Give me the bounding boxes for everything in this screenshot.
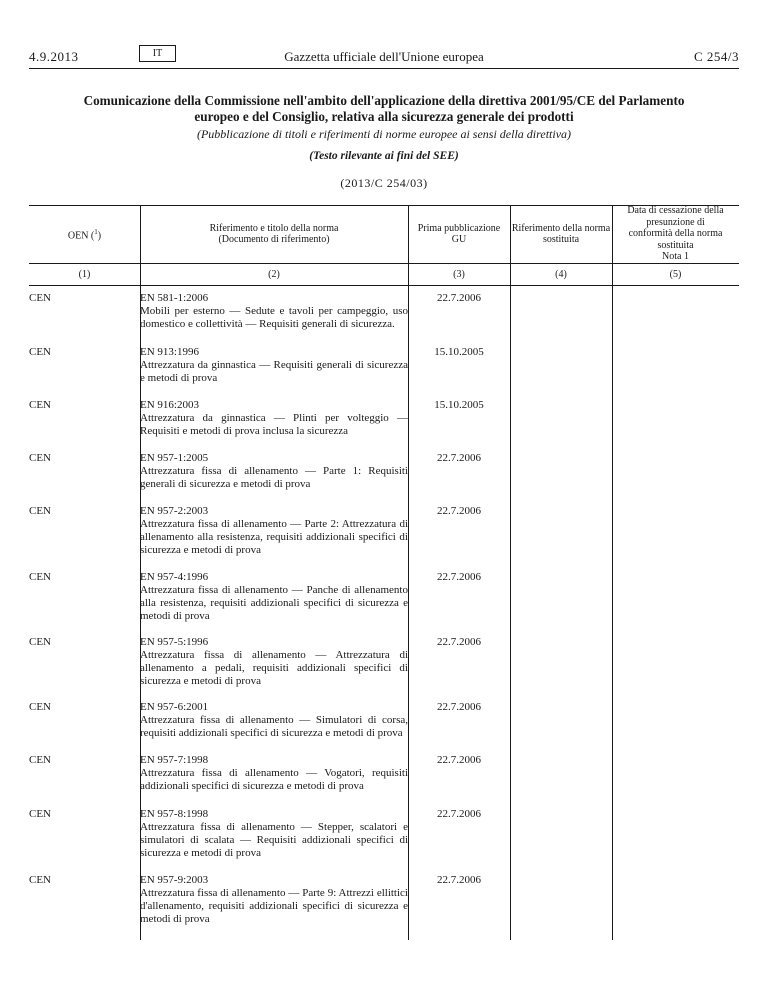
publication-date-cell: 22.7.2006 [437,292,481,304]
oen-cell: CEN [29,874,51,886]
standard-code: EN 957-6:2001 [140,701,209,713]
page-number: C 254/3 [693,49,739,64]
header-first-publication: Prima pubblicazione GU [417,222,501,245]
publication-date-cell: 22.7.2006 [437,754,481,766]
column-number: (5) [669,268,682,280]
journal-title: Gazzetta ufficiale dell'Unione europea [284,49,484,64]
oen-cell: CEN [29,701,51,713]
standard-title: Attrezzatura fissa di allenamento — Panche di allenamento alla resistenza, requisiti addizionali specifici di sicurezza e metodi di prova [140,584,408,622]
standard-code: EN 916:2003 [140,399,199,411]
oen-cell: CEN [29,808,51,820]
column-divider [612,205,613,940]
publication-date-cell: 22.7.2006 [437,701,481,713]
publication-date: 4.9.2013 [29,49,79,64]
oen-cell: CEN [29,292,51,304]
standard-code: EN 957-7:1998 [140,754,209,766]
header-oen: OEN ($^1$) [67,227,102,241]
reference-cell [140,754,408,793]
reference-cell [140,505,408,557]
reference-cell [140,571,408,623]
column-number: (4) [555,268,567,280]
publication-date-cell: 22.7.2006 [437,808,481,820]
reference-cell [140,636,408,688]
publication-date-cell: 22.7.2006 [437,505,481,517]
reference-cell [140,346,408,385]
standard-code: EN 957-5:1996 [140,636,209,648]
column-number: (2) [268,268,280,280]
standard-code: EN 581-1:2006 [140,292,209,304]
number-rule [29,285,739,286]
standard-title: Attrezzatura fissa di allenamento — Stepper, scalatori e simulatori di scalata — Requisiti addizionali specifici di sicurezza e metodi di prova [140,821,408,859]
oen-cell: CEN [29,636,51,648]
standard-title: Attrezzatura fissa di allenamento — Vogatori, requisiti addizionali specifici di sicurezza e metodi di prova [140,767,408,792]
page-header [0,0,768,70]
standard-title: Attrezzatura fissa di allenamento — Attrezzatura di allenamento a pedali, requisiti addizionali specifici di sicurezza e metodi di prova [140,649,408,687]
standard-title: Attrezzatura fissa di allenamento — Simulatori di corsa, requisiti addizionali specifici di sicurezza e metodi di prova [140,714,408,739]
publication-date-cell: 22.7.2006 [437,874,481,886]
standard-title: Attrezzatura da ginnastica — Requisiti generali di sicurezza e metodi di prova [140,359,408,384]
standards-table [29,205,739,940]
standard-code: EN 957-2:2003 [140,505,209,517]
standard-title: Mobili per esterno — Sedute e tavoli per campeggio, uso domestico e collettività — Requisiti generali di sicurezza. [140,305,408,330]
document-title: Comunicazione della Commissione nell'ambito dell'applicazione della direttiva 2001/95/CE del Parlamento europeo e del Consiglio, relativa alla sicurezza generale dei prodotti [83,93,685,124]
oen-cell: CEN [29,399,51,411]
standard-title: Attrezzatura da ginnastica — Plinti per volteggio — Requisiti e metodi di prova inclusa la sicurezza [140,412,408,437]
reference-cell [140,292,408,331]
publication-date-cell: 22.7.2006 [437,636,481,648]
oen-cell: CEN [29,452,51,464]
standard-code: EN 957-1:2005 [140,452,209,464]
column-number: (3) [453,268,465,280]
reference-cell [140,452,408,491]
oen-cell: CEN [29,754,51,766]
standard-code: EN 957-9:2003 [140,874,209,886]
oen-cell: CEN [29,571,51,583]
reference-cell [140,808,408,860]
header-divider [29,68,739,69]
standard-code: EN 957-8:1998 [140,808,209,820]
column-divider [510,205,511,940]
reference-cell [140,399,408,438]
standard-code: EN 957-4:1996 [140,571,209,583]
document-reference: (2013/C 254/03) [340,176,428,190]
standard-title: Attrezzatura fissa di allenamento — Parte 9: Attrezzi ellittici d'allenamento, requisiti addizionali specifici di sicurezza e metodi di prova [140,887,408,925]
standard-code: EN 913:1996 [140,346,199,358]
header-reference: Riferimento e titolo della norma (Documento di riferimento) [209,222,339,245]
publication-date-cell: 22.7.2006 [437,452,481,464]
oen-cell: CEN [29,346,51,358]
reference-cell [140,874,408,926]
header-cessation-date: Data di cessazione della presunzione di conformità della norma sostituita Nota 1 [627,205,724,263]
reference-cell [140,701,408,740]
publication-date-cell: 15.10.2005 [434,399,484,411]
document-subtitle: (Pubblicazione di titoli e riferimenti di norme europee ai sensi della direttiva) [196,127,572,141]
publication-date-cell: 22.7.2006 [437,571,481,583]
column-number: (1) [78,268,91,280]
publication-date-cell: 15.10.2005 [434,346,484,358]
standard-title: Attrezzatura fissa di allenamento — Parte 2: Attrezzatura di allenamento alla resistenza, requisiti addizionali specifici di sicurezza e metodi di prova [140,518,408,556]
header-superseded-standard: Riferimento della norma sostituita [511,222,611,245]
standard-title: Attrezzatura fissa di allenamento — Parte 1: Requisiti generali di sicurezza e metodi di prova [140,465,408,490]
oen-cell: CEN [29,505,51,517]
eea-relevance: (Testo rilevante ai fini del SEE) [309,150,459,162]
language-badge: IT [139,45,176,62]
